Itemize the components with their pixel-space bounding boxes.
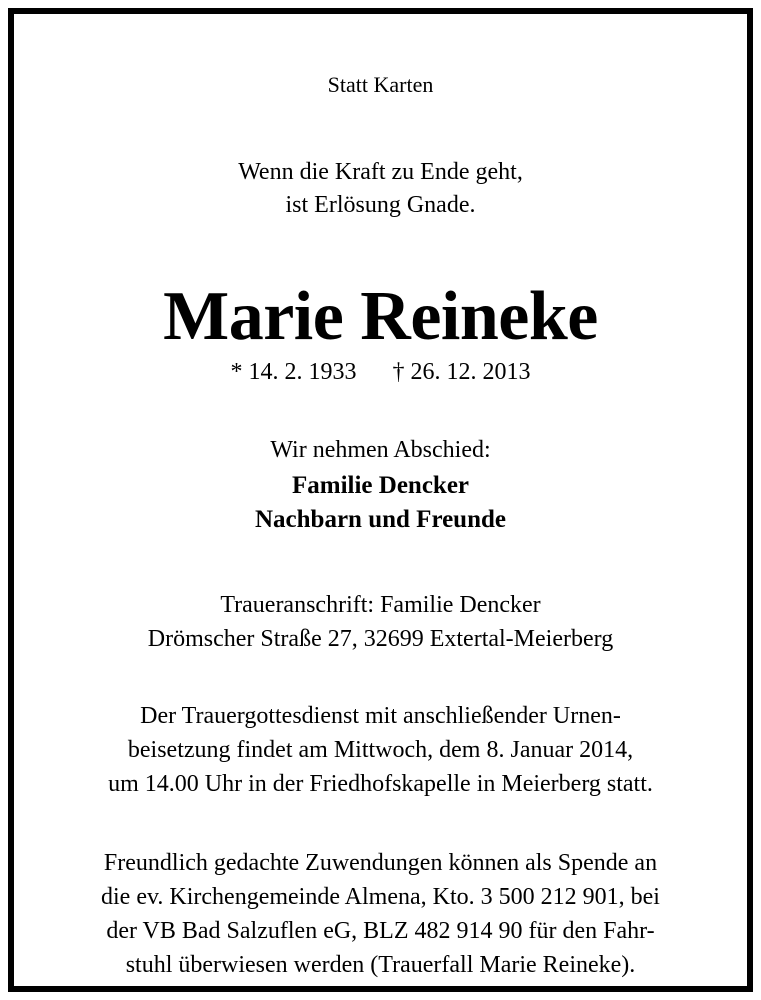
- donation-line-1: Freundlich gedachte Zuwendungen können als Spende an: [103, 850, 658, 876]
- donation-line-2: die ev. Kirchengemeinde Almena, Kto. 3 500 212 901, bei: [101, 884, 660, 910]
- address-line-1: Traueranschrift: Familie Dencker: [220, 592, 541, 618]
- statt-karten-text: Statt Karten: [327, 72, 434, 97]
- statt-karten-heading: [14, 70, 747, 100]
- address-line-2: Drömscher Straße 27, 32699 Extertal-Meierberg: [147, 626, 614, 652]
- death-date: † 26. 12. 2013: [392, 359, 531, 385]
- life-dates: [14, 355, 747, 389]
- mourning-address: [14, 588, 747, 656]
- deceased-name: Marie Reineke: [163, 278, 598, 355]
- service-line-1: Der Trauergottesdienst mit anschließender Urnen-: [140, 703, 621, 729]
- mourner-family: Familie Dencker: [291, 472, 470, 499]
- donation-line-4: stuhl überwiesen werden (Trauerfall Marie Reineke).: [125, 952, 636, 978]
- donation-line-3: der VB Bad Salzuflen eG, BLZ 482 914 90 für den Fahr-: [106, 918, 655, 944]
- donation-info: [14, 846, 747, 982]
- motto-verse: [14, 156, 747, 222]
- motto-line-2: ist Erlösung Gnade.: [285, 192, 476, 218]
- birth-date: * 14. 2. 1933: [230, 359, 357, 385]
- obituary-notice-frame: [8, 8, 753, 992]
- service-line-2: beisetzung findet am Mittwoch, dem 8. Januar 2014,: [127, 737, 634, 763]
- mourners-label: Wir nehmen Abschied:: [270, 437, 491, 463]
- service-line-3: um 14.00 Uhr in der Friedhofskapelle in Meierberg statt.: [108, 771, 653, 797]
- motto-line-1: Wenn die Kraft zu Ende geht,: [238, 159, 523, 185]
- mourners-list: [14, 469, 747, 537]
- mourner-neighbours-friends: Nachbarn und Freunde: [255, 506, 506, 533]
- funeral-service-info: [14, 699, 747, 801]
